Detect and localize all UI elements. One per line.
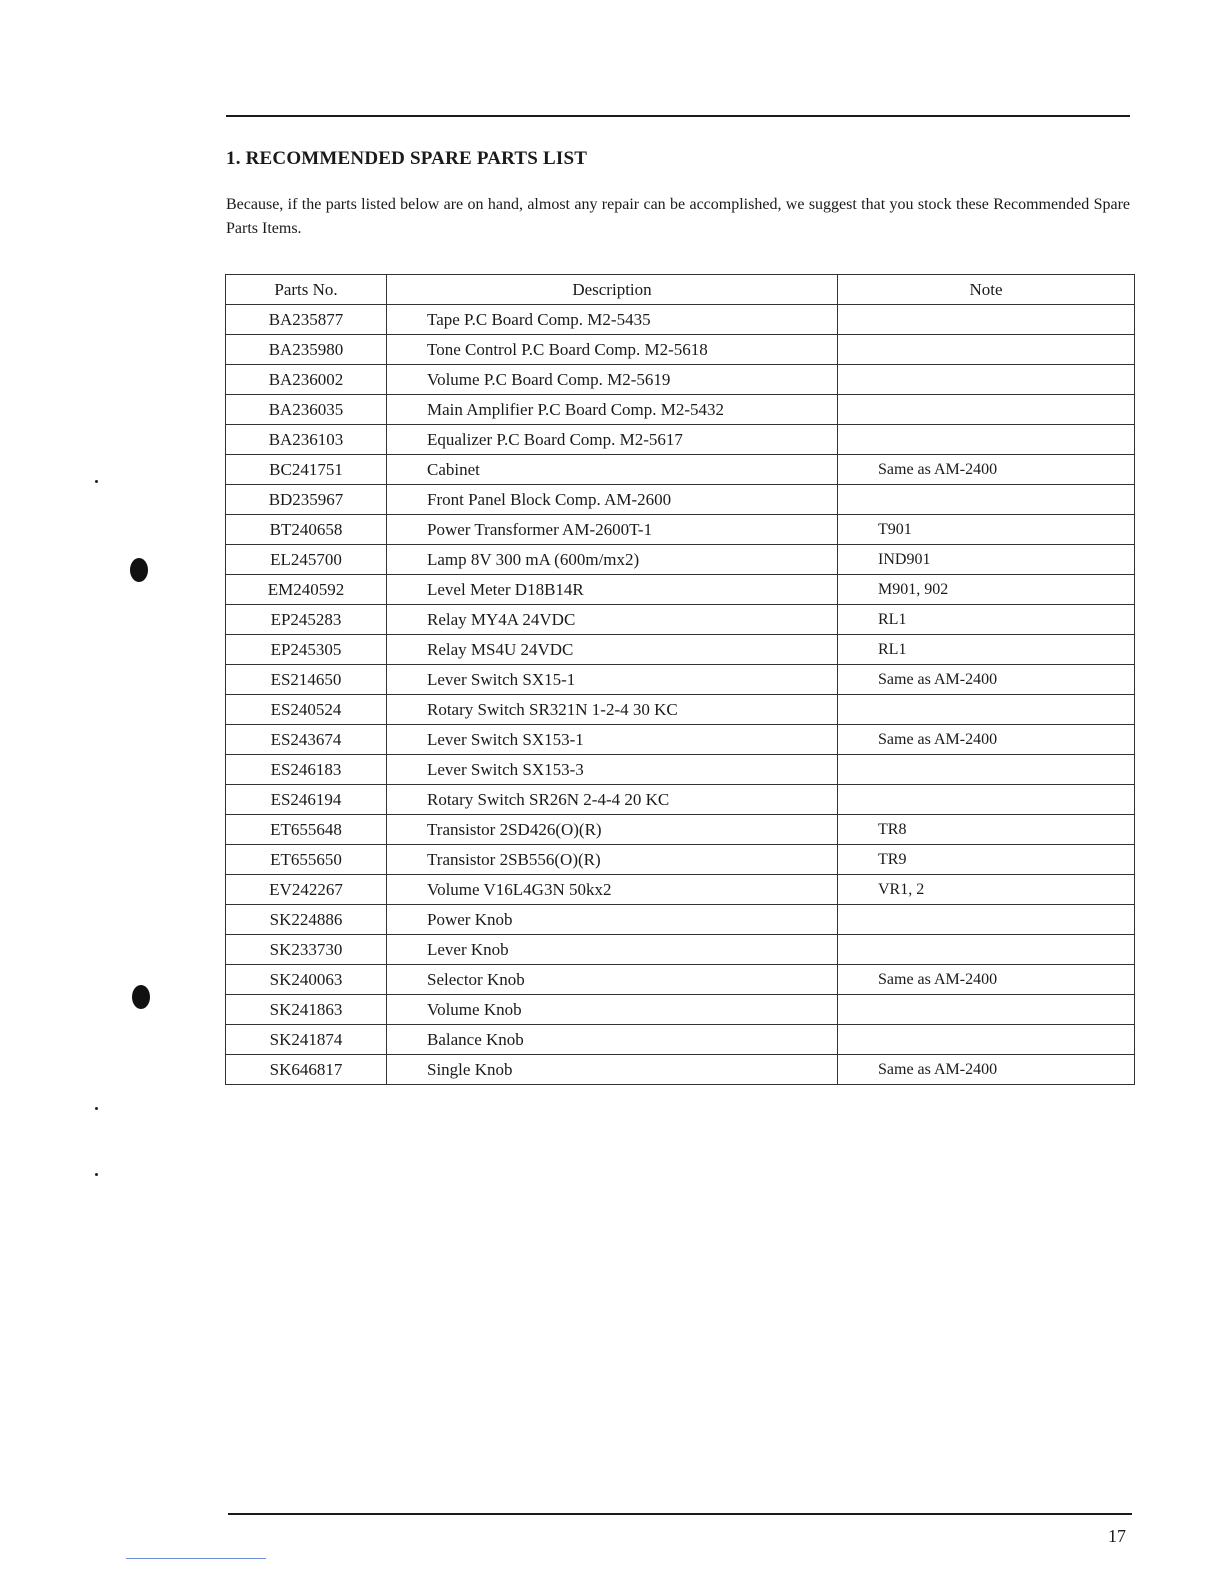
table-row bbox=[226, 965, 1135, 995]
parts-no-cell: SK241874 bbox=[226, 1025, 387, 1055]
description-cell: Relay MS4U 24VDC bbox=[387, 635, 838, 665]
table-row bbox=[226, 665, 1135, 695]
note-cell: IND901 bbox=[838, 545, 1135, 575]
table-row bbox=[226, 305, 1135, 335]
description-cell: Tone Control P.C Board Comp. M2-5618 bbox=[387, 335, 838, 365]
description-cell: Single Knob bbox=[387, 1055, 838, 1085]
description-cell: Volume Knob bbox=[387, 995, 838, 1025]
scan-speck bbox=[95, 1107, 98, 1110]
note-cell bbox=[838, 995, 1135, 1025]
note-cell bbox=[838, 785, 1135, 815]
description-cell: Lamp 8V 300 mA (600m/mx2) bbox=[387, 545, 838, 575]
table-row bbox=[226, 785, 1135, 815]
note-cell: Same as AM-2400 bbox=[838, 1055, 1135, 1085]
description-cell: Relay MY4A 24VDC bbox=[387, 605, 838, 635]
table-row bbox=[226, 755, 1135, 785]
parts-no-cell: ES246183 bbox=[226, 755, 387, 785]
description-cell: Equalizer P.C Board Comp. M2-5617 bbox=[387, 425, 838, 455]
description-cell: Volume V16L4G3N 50kx2 bbox=[387, 875, 838, 905]
description-cell: Level Meter D18B14R bbox=[387, 575, 838, 605]
punch-hole-mark bbox=[132, 985, 150, 1009]
table-row bbox=[226, 425, 1135, 455]
parts-no-cell: ES214650 bbox=[226, 665, 387, 695]
table-row bbox=[226, 515, 1135, 545]
section-heading: 1. RECOMMENDED SPARE PARTS LIST bbox=[226, 148, 588, 169]
note-cell: RL1 bbox=[838, 605, 1135, 635]
parts-no-cell: BD235967 bbox=[226, 485, 387, 515]
parts-no-cell: BA235877 bbox=[226, 305, 387, 335]
table-row bbox=[226, 725, 1135, 755]
parts-no-cell: ES243674 bbox=[226, 725, 387, 755]
parts-no-cell: BA236002 bbox=[226, 365, 387, 395]
header-note: Note bbox=[838, 275, 1135, 305]
description-cell: Transistor 2SD426(O)(R) bbox=[387, 815, 838, 845]
description-cell: Volume P.C Board Comp. M2-5619 bbox=[387, 365, 838, 395]
parts-no-cell: ET655648 bbox=[226, 815, 387, 845]
parts-no-cell: EV242267 bbox=[226, 875, 387, 905]
parts-no-cell: EP245283 bbox=[226, 605, 387, 635]
table-row bbox=[226, 395, 1135, 425]
note-cell bbox=[838, 755, 1135, 785]
parts-no-cell: BA235980 bbox=[226, 335, 387, 365]
table-row bbox=[226, 635, 1135, 665]
parts-no-cell: ES240524 bbox=[226, 695, 387, 725]
table-row bbox=[226, 695, 1135, 725]
description-cell: Cabinet bbox=[387, 455, 838, 485]
footer-stub-line bbox=[126, 1558, 266, 1559]
table-row bbox=[226, 1055, 1135, 1085]
parts-no-cell: SK224886 bbox=[226, 905, 387, 935]
top-rule bbox=[226, 115, 1130, 117]
table-row bbox=[226, 485, 1135, 515]
table-row bbox=[226, 875, 1135, 905]
description-cell: Power Knob bbox=[387, 905, 838, 935]
table-row bbox=[226, 905, 1135, 935]
parts-no-cell: BC241751 bbox=[226, 455, 387, 485]
note-cell: Same as AM-2400 bbox=[838, 455, 1135, 485]
parts-no-cell: BA236103 bbox=[226, 425, 387, 455]
note-cell bbox=[838, 1025, 1135, 1055]
description-cell: Lever Switch SX153-3 bbox=[387, 755, 838, 785]
scan-speck bbox=[95, 1173, 98, 1176]
table-row bbox=[226, 935, 1135, 965]
note-cell: Same as AM-2400 bbox=[838, 665, 1135, 695]
note-cell bbox=[838, 305, 1135, 335]
table-row bbox=[226, 545, 1135, 575]
parts-no-cell: EP245305 bbox=[226, 635, 387, 665]
table-row bbox=[226, 1025, 1135, 1055]
description-cell: Lever Knob bbox=[387, 935, 838, 965]
description-cell: Lever Switch SX153-1 bbox=[387, 725, 838, 755]
description-cell: Balance Knob bbox=[387, 1025, 838, 1055]
parts-no-cell: BT240658 bbox=[226, 515, 387, 545]
description-cell: Transistor 2SB556(O)(R) bbox=[387, 845, 838, 875]
parts-no-cell: SK241863 bbox=[226, 995, 387, 1025]
note-cell: RL1 bbox=[838, 635, 1135, 665]
table-row bbox=[226, 455, 1135, 485]
intro-paragraph: Because, if the parts listed below are on hand, almost any repair can be accomplished, we suggest that you stock these Recommended Spare Parts Items. bbox=[226, 196, 1130, 237]
description-cell: Lever Switch SX15-1 bbox=[387, 665, 838, 695]
table-header-row bbox=[226, 275, 1135, 305]
scan-speck bbox=[95, 480, 98, 483]
note-cell: VR1, 2 bbox=[838, 875, 1135, 905]
parts-no-cell: SK233730 bbox=[226, 935, 387, 965]
description-cell: Selector Knob bbox=[387, 965, 838, 995]
header-description: Description bbox=[387, 275, 838, 305]
parts-no-cell: EM240592 bbox=[226, 575, 387, 605]
note-cell: Same as AM-2400 bbox=[838, 965, 1135, 995]
note-cell: Same as AM-2400 bbox=[838, 725, 1135, 755]
table-row bbox=[226, 605, 1135, 635]
table-row bbox=[226, 995, 1135, 1025]
note-cell bbox=[838, 485, 1135, 515]
note-cell: TR8 bbox=[838, 815, 1135, 845]
note-cell bbox=[838, 395, 1135, 425]
note-cell bbox=[838, 335, 1135, 365]
spare-parts-table bbox=[225, 274, 1135, 1085]
table-row bbox=[226, 365, 1135, 395]
note-cell bbox=[838, 935, 1135, 965]
note-cell bbox=[838, 905, 1135, 935]
description-cell: Tape P.C Board Comp. M2-5435 bbox=[387, 305, 838, 335]
bottom-rule bbox=[228, 1513, 1132, 1515]
parts-no-cell: ET655650 bbox=[226, 845, 387, 875]
description-cell: Power Transformer AM-2600T-1 bbox=[387, 515, 838, 545]
note-cell bbox=[838, 695, 1135, 725]
note-cell: TR9 bbox=[838, 845, 1135, 875]
header-parts-no: Parts No. bbox=[226, 275, 387, 305]
table-body bbox=[226, 305, 1135, 1085]
description-cell: Front Panel Block Comp. AM-2600 bbox=[387, 485, 838, 515]
parts-no-cell: SK240063 bbox=[226, 965, 387, 995]
table-row bbox=[226, 845, 1135, 875]
parts-no-cell: BA236035 bbox=[226, 395, 387, 425]
table-row bbox=[226, 815, 1135, 845]
table-row bbox=[226, 335, 1135, 365]
description-cell: Rotary Switch SR26N 2-4-4 20 KC bbox=[387, 785, 838, 815]
note-cell bbox=[838, 425, 1135, 455]
punch-hole-mark bbox=[130, 558, 148, 582]
parts-no-cell: ES246194 bbox=[226, 785, 387, 815]
note-cell: T901 bbox=[838, 515, 1135, 545]
page-number: 17 bbox=[1108, 1526, 1126, 1546]
note-cell: M901, 902 bbox=[838, 575, 1135, 605]
note-cell bbox=[838, 365, 1135, 395]
description-cell: Rotary Switch SR321N 1-2-4 30 KC bbox=[387, 695, 838, 725]
table-row bbox=[226, 575, 1135, 605]
description-cell: Main Amplifier P.C Board Comp. M2-5432 bbox=[387, 395, 838, 425]
parts-no-cell: EL245700 bbox=[226, 545, 387, 575]
parts-no-cell: SK646817 bbox=[226, 1055, 387, 1085]
